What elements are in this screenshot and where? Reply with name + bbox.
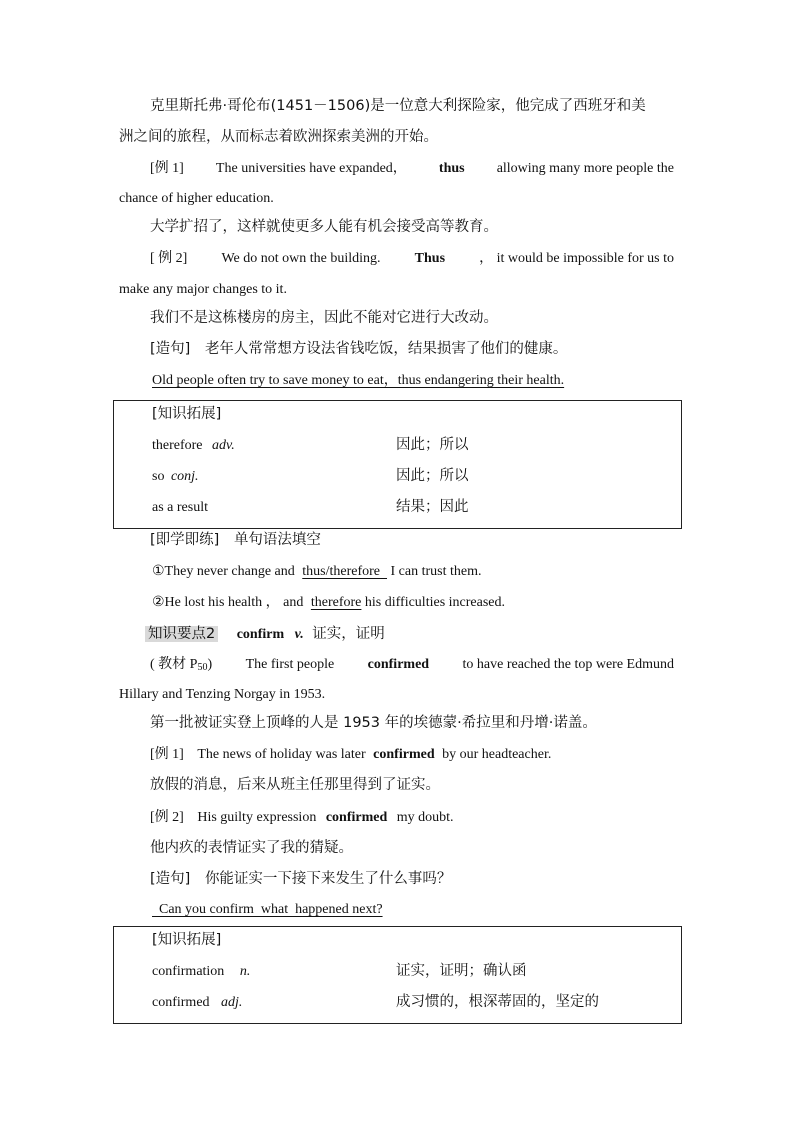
expand-row-2-meaning: 成习惯的，根深蒂固的，坚定的 <box>396 994 599 1010</box>
practice-question-2 <box>152 593 505 613</box>
confirm-example-2 <box>150 808 454 828</box>
example-text-part1: His guilty expression <box>197 810 317 825</box>
keyword-thus: thus <box>438 161 465 176</box>
intro-line-2: 洲之间的旅程，从而标志着欧洲探索美洲的开始。 <box>119 129 438 145</box>
expand-pos: adj. <box>221 995 243 1010</box>
example-text-part1: The first people <box>245 657 335 672</box>
expand-row-2-word <box>152 467 199 487</box>
confirm-example-1 <box>150 745 551 765</box>
expand-word: confirmation <box>152 964 225 979</box>
example-text-part1: The news of holiday was later <box>197 747 366 762</box>
textbook-label: ( 教材 $P_{50}$) <box>150 657 213 673</box>
make-sentence-prompt: 你能证实一下接下来发生了什么事吗？ <box>204 871 452 887</box>
practice-question-1 <box>152 562 482 582</box>
make-sentence-label: [造句] <box>150 341 191 357</box>
example-label: [例 2] <box>150 810 184 825</box>
expand-row-3-word: as a result <box>152 500 208 515</box>
question-text: ①They never change and <box>152 564 295 579</box>
textbook-example-translation: 第一批被证实登上顶峰的人是 1953 年的埃德蒙·希拉里和丹增·诺盖。 <box>150 715 597 731</box>
thus-example-2-line2: make any major changes to it. <box>119 282 287 297</box>
expand-word: therefore <box>152 438 203 453</box>
make-sentence-answer: Old people often try to save money to eat，thus endangering their health. <box>152 373 565 388</box>
thus-example-1-line2: chance of higher education. <box>119 191 274 206</box>
keyword-confirmed: confirmed <box>373 747 435 762</box>
thus-example-2 <box>150 249 674 269</box>
make-sentence-prompt: 老年人常常想方设法省钱吃饭，结果损害了他们的健康。 <box>204 341 568 357</box>
expand-pos: adv. <box>212 438 235 453</box>
practice-heading <box>150 530 321 550</box>
textbook-example <box>150 655 674 678</box>
question-text: I can trust them. <box>387 564 482 579</box>
textbook-example-line2: Hillary and Tenzing Norgay in 1953. <box>119 687 326 702</box>
question-text: ②He lost his health ， and <box>152 595 304 610</box>
expand-pos: conj. <box>170 469 199 484</box>
confirm-example-1-translation: 放假的消息，后来从班主任那里得到了证实。 <box>150 777 440 793</box>
expand-word: so <box>152 469 165 484</box>
keyword-confirmed: confirmed <box>325 810 388 825</box>
example-text-part2: by our headteacher. <box>442 747 552 762</box>
thus-example-1 <box>150 159 674 179</box>
expand-row-2-meaning: 因此；所以 <box>396 468 469 484</box>
expand-row-1-word <box>152 962 250 982</box>
question-text: his difficulties increased. <box>361 595 505 610</box>
make-sentence-thus <box>150 339 567 359</box>
example-text-part2: ， it would be impossible for us to <box>479 251 674 266</box>
example-label: [例 1] <box>150 161 184 176</box>
expand-row-1-word <box>152 436 235 456</box>
expand-row-1-meaning: 因此；所以 <box>396 437 469 453</box>
answer-blank: thus/therefore <box>302 564 381 579</box>
headword-meaning: 证实，证明 <box>312 626 385 642</box>
example-text-part2: my doubt. <box>396 810 454 825</box>
make-sentence-confirm <box>150 869 451 889</box>
example-text-part1: The universities have expanded， <box>215 161 407 176</box>
example-text-part2: to have reached the top were Edmund <box>462 657 674 672</box>
knowledge-point-tag: 知识要点2 <box>145 626 218 642</box>
confirm-example-2-translation: 他内疚的表情证实了我的猜疑。 <box>150 840 353 856</box>
example-label: [例 1] <box>150 747 184 762</box>
example-text-part2: allowing many more people the <box>496 161 674 176</box>
intro-line-1: 克里斯托弗·哥伦布(1451－1506)是一位意大利探险家，他完成了西班牙和美 <box>150 98 646 114</box>
practice-label: [即学即练] <box>150 532 220 548</box>
knowledge-expand-title: [知识拓展] <box>152 406 222 422</box>
headword: confirm <box>236 627 285 642</box>
practice-title: 单句语法填空 <box>233 532 321 548</box>
keyword-confirmed: confirmed <box>367 657 430 672</box>
thus-example-1-translation: 大学扩招了，这样就使更多人能有机会接受高等教育。 <box>150 219 498 235</box>
expand-row-2-word <box>152 993 242 1013</box>
expand-word: confirmed <box>152 995 210 1010</box>
keyword-thus: Thus <box>414 251 446 266</box>
headword-pos: v. <box>294 627 304 642</box>
knowledge-point-heading <box>145 624 385 645</box>
make-sentence-answer: Can you confirm what happened next? <box>152 902 383 917</box>
thus-example-2-translation: 我们不是这栋楼房的房主，因此不能对它进行大改动。 <box>150 310 498 326</box>
example-text-part1: We do not own the building. <box>221 251 381 266</box>
example-label: [ 例 2] <box>150 251 188 266</box>
expand-pos: n. <box>239 964 251 979</box>
make-sentence-label: [造句] <box>150 871 191 887</box>
expand-row-1-meaning: 证实，证明；确认函 <box>396 963 527 979</box>
answer-blank: therefore <box>310 595 362 610</box>
knowledge-expand-title: [知识拓展] <box>152 932 222 948</box>
expand-row-3-meaning: 结果；因此 <box>396 499 469 515</box>
